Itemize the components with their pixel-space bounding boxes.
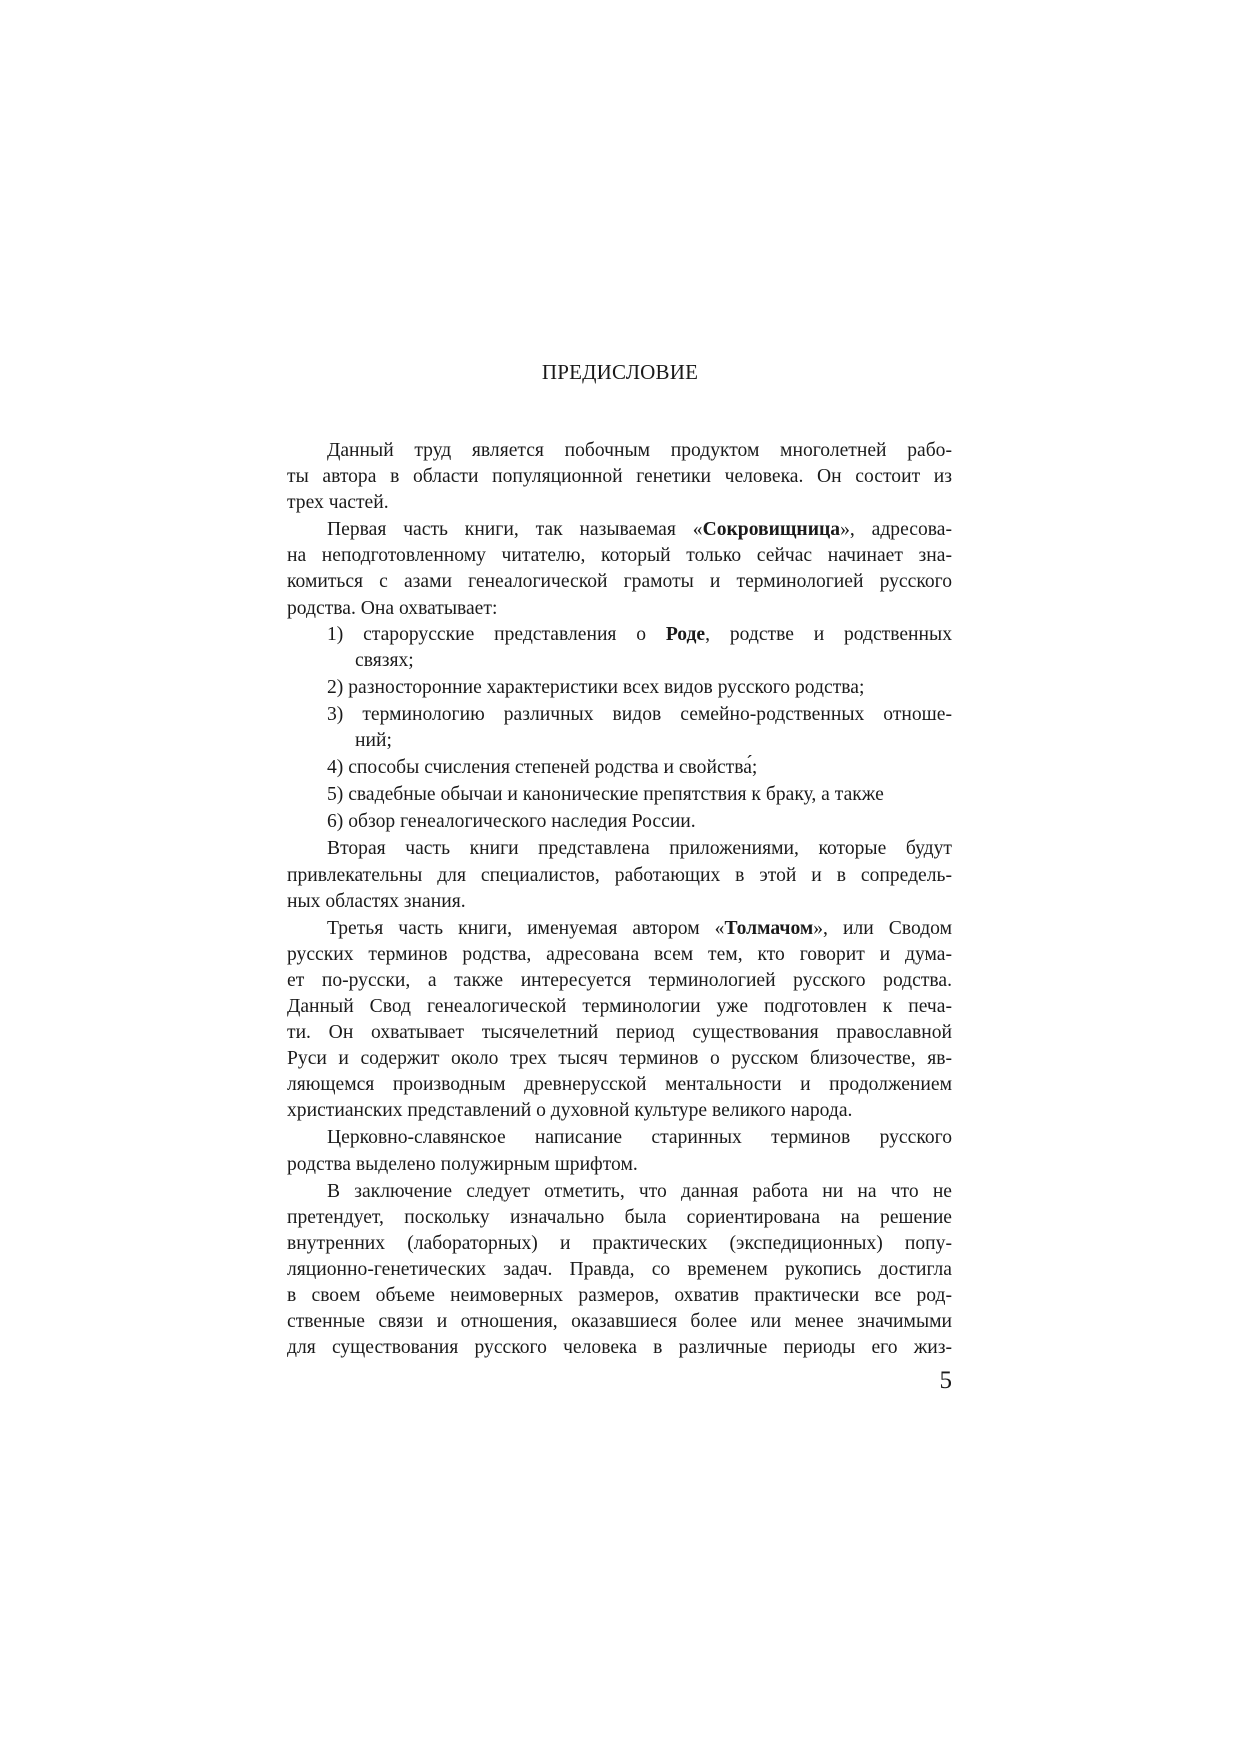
paragraph-line: Данный Свод генеалогической терминологии уже подготовлен к печа- [287,995,952,1017]
list-item: 4) способы счисления степеней родства и свойства́; [327,757,758,779]
paragraph-line: на неподготовленному читателю, который только сейчас начинает зна- [287,545,952,567]
paragraph-line: Вторая часть книги представлена приложениями, которые будут [327,838,952,860]
paragraph-line: ляционно-генетических задач. Правда, со временем рукопись достигла [287,1258,952,1280]
paragraph-line: комиться с азами генеалогической грамоты и терминологией русского [287,571,952,593]
preface-text [287,438,952,1361]
text-run: », или Сводом [813,917,952,939]
paragraph-line: ных областях знания. [287,890,466,912]
paragraph-line: Данный труд является побочным продуктом многолетней рабо- [327,440,952,461]
paragraph-line: ты автора в области популяционной генетики человека. Он состоит из [287,466,952,488]
text-run: », адресова- [840,519,953,541]
paragraph-line: ляющемся производным древнерусской ментальности и продолжением [287,1074,952,1096]
paragraph-line: в своем объеме неимоверных размеров, охватив практически все род- [287,1285,952,1306]
list-item: 2) разносторонние характеристики всех видов русского родства; [327,676,865,698]
list-item-continuation: ний; [355,730,392,752]
text-run: 1) старорусские представления о [327,623,666,645]
paragraph-line: Руси и содержит около трех тысяч терминов о русском близочестве, яв- [287,1048,952,1070]
list-item [287,622,952,648]
page-number: 5 [939,1367,952,1394]
page-title: ПРЕДИСЛОВИЕ [541,360,699,384]
paragraph-line: претендует, поскольку изначально была сориентирована на решение [287,1206,952,1228]
paragraph-line [287,517,952,543]
text-run: , родстве и родственных [705,623,952,645]
bold-term: Сокровищница [702,519,841,541]
paragraph-line: Церковно-славянское написание старинных терминов русского [327,1127,952,1149]
paragraph-line: привлекательны для специалистов, работающих в этой и в сопредель- [287,864,952,886]
text-run: Третья часть книги, именуемая автором « [327,917,725,939]
bold-term: Толмачом [724,917,814,939]
paragraph-line: ет по-русски, а также интересуется терминологией русского родства. [287,969,952,991]
paragraph-line: родства выделено полужирным шрифтом. [287,1153,638,1175]
text-run: Первая часть книги, так называемая « [327,519,703,541]
list-item: 3) терминологию различных видов семейно-родственных отноше- [327,703,952,725]
list-item-continuation: связях; [355,649,414,671]
paragraph-line: родства. Она охватывает: [287,597,498,619]
paragraph-line: внутренних (лабораторных) и практических (экспедиционных) попу- [287,1232,952,1254]
paragraph-line: В заключение следует отметить, что данная работа ни на что не [327,1180,952,1202]
paragraph-line [287,916,952,942]
list-item: 5) свадебные обычаи и канонические препятствия к браку, а также [327,784,884,806]
paragraph-line: трех частей. [287,492,389,514]
paragraph-line: русских терминов родства, адресована всем тем, кто говорит и дума- [287,943,952,965]
list-item: 6) обзор генеалогического наследия России. [327,811,696,833]
paragraph-line: ственные связи и отношения, оказавшиеся более или менее значимыми [287,1311,952,1333]
bold-term: Роде [665,623,706,645]
paragraph-line: христианских представлений о духовной культуре великого народа. [287,1100,853,1122]
paragraph-line: ти. Он охватывает тысячелетний период существования православной [287,1022,952,1044]
paragraph-line: для существования русского человека в различные периоды его жиз- [287,1337,952,1359]
